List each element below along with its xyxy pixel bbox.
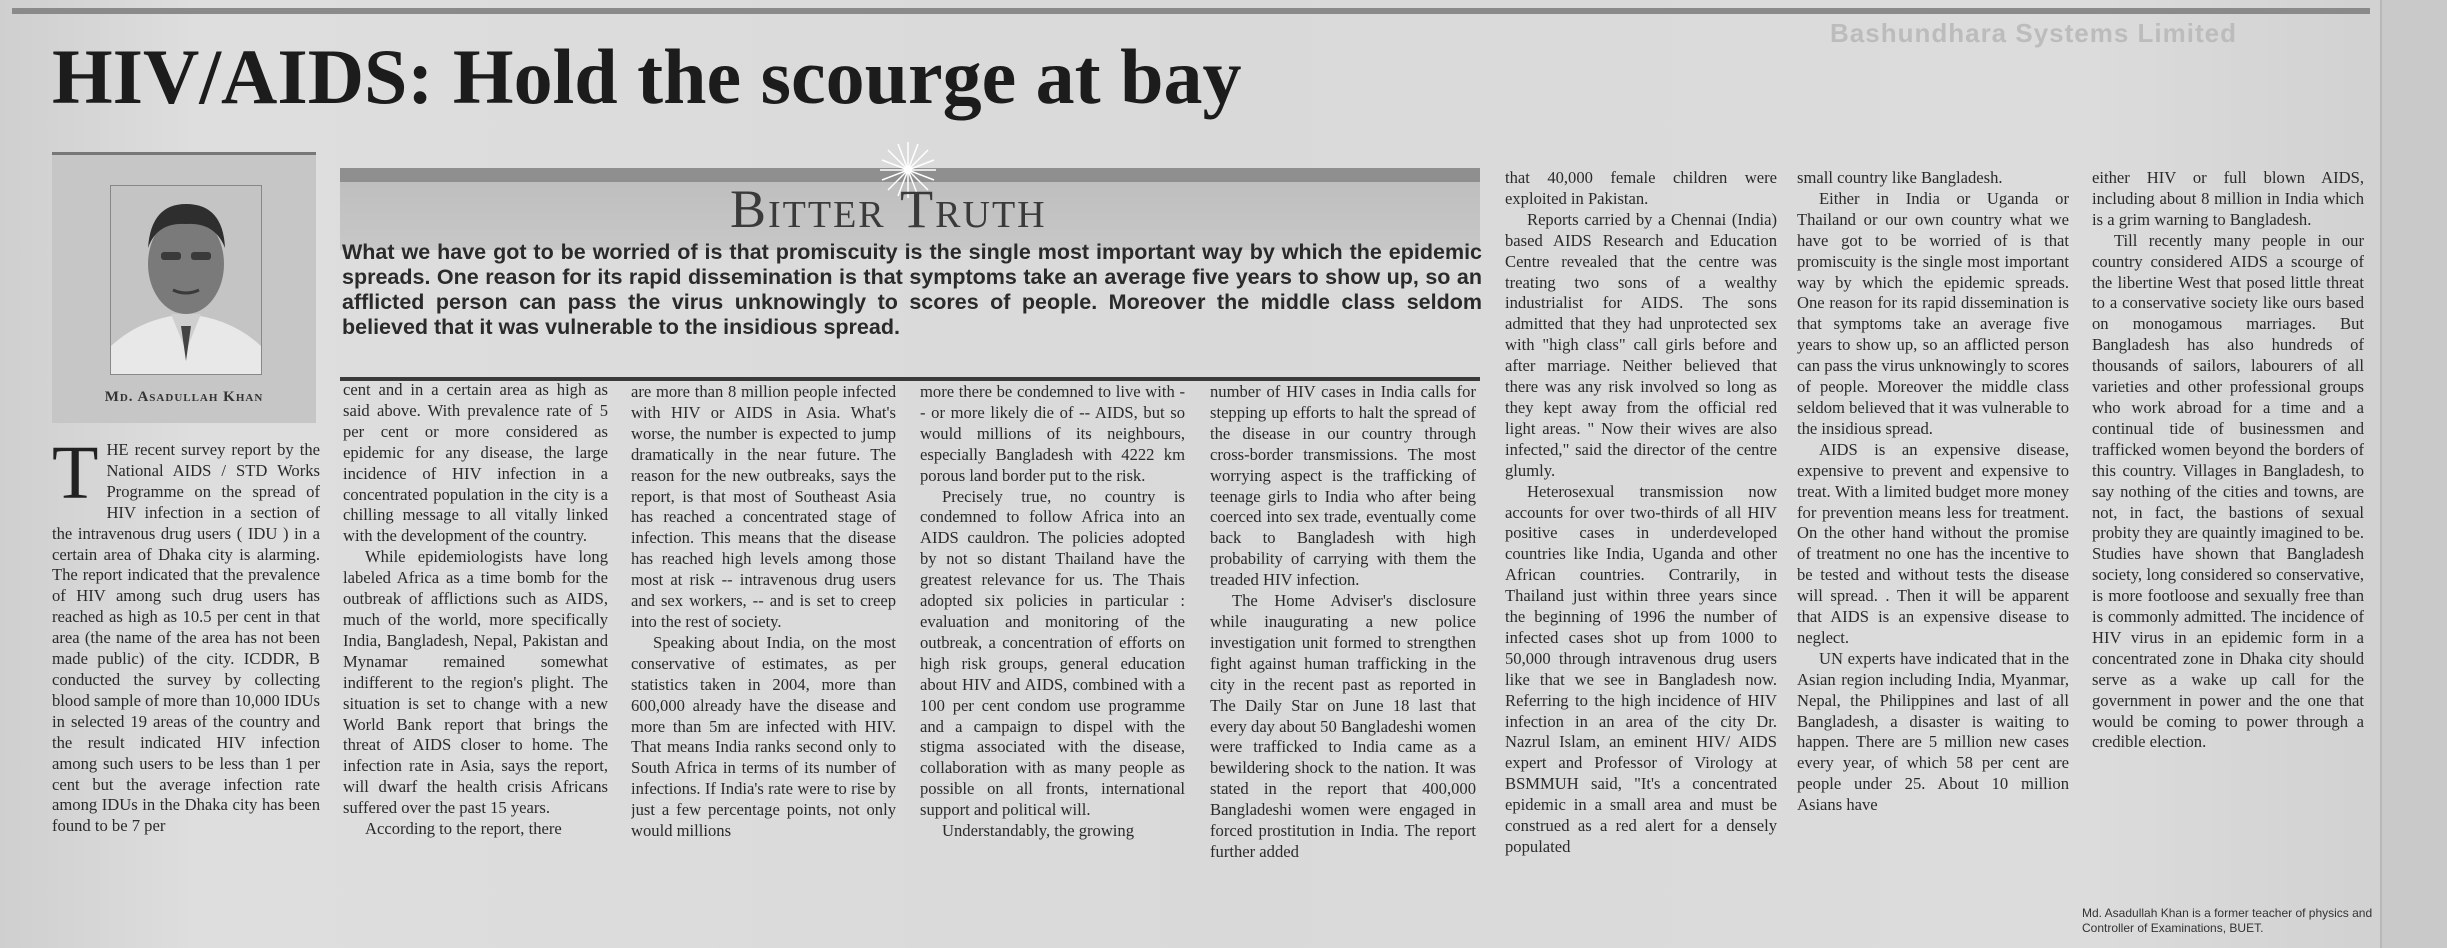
kicker-title: Bitter Truth (730, 179, 1047, 239)
column-paragraph: are more than 8 million people infected with HIV or AIDS in Asia. What's worse, the number is expected to jump dramatically in the near future. The reason for the new outbreaks, says the report, is that most of Southeast Asia has reached a concentrated stage of infection. This means that the disease has reached high levels among those most at risk -- intravenous drug users and sex workers, -- and is set to creep into the rest of society. (631, 382, 896, 631)
author-footnote: Md. Asadullah Khan is a former teacher of physics and Controller of Examinations, BUET. (2082, 906, 2373, 935)
drop-cap: T (52, 440, 99, 515)
column-paragraph: Heterosexual transmission now accounts for over two-thirds of all HIV positive cases in underdeveloped countries like India, Uganda and other African countries. Contrarily, in Thailand just within three years since the beginning of 1996 the number of infected cases shot up from 1000 to 50,000 through intravenous drug users like that we see in Bangladesh now. Referring to the high incidence of HIV infection in an area of the city Dr. Nazrul Islam, an eminent HIV/ AIDS expert and Professor of Virology at BSMMUH said, "It's a concentrated epidemic in a small area and must be construed as a red alert for a densely populated (1505, 481, 1777, 856)
author-photo (110, 185, 262, 375)
article-column-5 (1210, 382, 1476, 920)
column-paragraph: AIDS is an expensive disease, expensive to prevent and expensive to treat. With a limited budget more money for prevention means less for treatment. On the other hand without the promise of treatment no one has the incentive to be tested and without tests the disease will spread. . Then it will be apparent that AIDS is an expensive disease to neglect. (1797, 439, 2069, 647)
article-column-7 (1797, 168, 2069, 940)
author-box (52, 152, 316, 423)
article-column-8 (2092, 168, 2364, 898)
column-paragraph: Precisely true, no country is condemned to follow Africa into an AIDS cauldron. The policies adopted by not so distant Thailand have the greatest relevance for us. The Thais adopted six policies in particular : evaluation and monitoring of the outbreak, a concentration of efforts on high risk groups, general education about HIV and AIDS, combined with a 100 per cent condom use programme and a campaign to dispel with the stigma associated with the disease, collaboration with as many people as possible on all fronts, international support and political will. (920, 486, 1185, 820)
author-portrait-icon (111, 186, 261, 374)
column-paragraph: number of HIV cases in India calls for stepping up efforts to halt the spread of the disease in our country through cross-border transmissions. The most worrying aspect is the trafficking of teenage girls to India who after being coerced into sex trade, eventually come back to Bangladesh with high probability of carrying with them the treaded HIV infection. (1210, 382, 1476, 590)
author-byline: Md. Asadullah Khan (104, 389, 264, 405)
article-column-3 (631, 382, 896, 920)
top-rule (12, 8, 2370, 14)
column-paragraph: The Home Adviser's disclosure while inaugurating a new police investigation unit formed to strengthen fight against human trafficking in the city in the recent past as reported in The Daily Star on June 18 last that every day about 50 Bangladeshi women were trafficked to India came as a bewildering shock to the nation. It was stated in the report that 400,000 Bangladeshi women were engaged in forced prostitution in India. The report further added (1210, 591, 1476, 861)
article-column-1 (52, 440, 320, 920)
article-column-4 (920, 382, 1185, 920)
article-column-6 (1505, 168, 1777, 940)
column-paragraph: more there be condemned to live with -- or more likely die of -- AIDS, but so would millions of its neighbours, especially Bangladesh with 4222 km porous land border put to the risk. (920, 382, 1185, 485)
column-paragraph: that 40,000 female children were exploited in Pakistan. (1505, 168, 1777, 208)
column-paragraph: According to the report, there (365, 819, 562, 839)
article-column-2 (343, 380, 608, 920)
column-paragraph: either HIV or full blown AIDS, including about 8 million in India which is a grim warning to Bangladesh. (2092, 168, 2364, 229)
column-paragraph: small country like Bangladesh. (1797, 168, 2003, 187)
column-paragraph: cent and in a certain area as high as said above. With prevalence rate of 5 per cent or more considered as epidemic for any disease, the large incidence of HIV infection in a concentrated population in the city is a chilling message to all vitally linked with the development of the country. (343, 380, 608, 546)
column-paragraph: UN experts have indicated that in the Asian region including India, Myanmar, Nepal, the Philippines and last of all Bangladesh, a disaster is waiting to happen. There are 5 million new cases every year, of which 58 per cent are people under 25. About 10 million Asians have (1797, 648, 2069, 815)
headline: HIV/AIDS: Hold the scourge at bay (52, 33, 1242, 120)
adjacent-page-bleed-text: Bashundhara Systems Limited (1830, 18, 2237, 48)
adjacent-page-edge (2380, 0, 2447, 948)
column-paragraph: Till recently many people in our country considered AIDS a scourge of the libertine West that posed little threat to a conservative society like ours based on monogamous marriages. But Bangladesh has also hundreds of thousands of sailors, labourers of all varieties and other professional groups who work abroad for a time and a continual tide of businessmen and trafficked women beyond the borders of this country. Villages in Bangladesh, to say nothing of the cities and towns, are not, in fact, the bastions of sexual probity they are quaintly imagined to be. Studies have shown that Bangladesh society, long considered so conservative, is more footloose and sexually free than is commonly admitted. The incidence of HIV virus in an epidemic form in a concentrated zone in Dhaka city should serve as a wake up call for the government in power and the one that would be coming to power through a credible election. (2092, 230, 2364, 752)
column-paragraph: Speaking about India, on the most conservative of estimates, as per statistics taken in 2004, more than 600,000 already have the disease and more than 5m are infected with HIV. That means India ranks second only to South Africa in terms of its number of infections. If India's rate were to rise by just a few percentage points, not only would millions (631, 632, 896, 841)
column-paragraph: Reports carried by a Chennai (India) based AIDS Research and Education Centre revealed that the centre was treating two sons of a wealthy industrialist for AIDS. The sons admitted that they had unprotected sex with "high class" call girls before and after marriage. Neither believed that there was any risk involved so long as they kept away from the official red light areas. " Now their wives are also infected," said the director of the centre glumly. (1505, 209, 1777, 480)
column-paragraph: Either in India or Uganda or Thailand or our own country what we have got to be worried of is that promiscuity is the single most important way by which the epidemic spreads. One reason for its rapid dissemination is that symptoms take an average five years to show up, so an afflicted person can pass the virus unknowingly to scores of people. Moreover the middle class seldom believed that it was vulnerable to the insidious spread. (1797, 188, 2069, 438)
standfirst: What we have got to be worried of is that promiscuity is the single most important way by which the epidemic spreads. One reason for its rapid dissemination is that symptoms take an average five years to show up, so an afflicted person can pass the virus unknowingly to scores of people. Moreover the middle class seldom believed that it was vulnerable to the insidious spread. (342, 240, 1482, 339)
column-paragraph: While epidemiologists have long labeled Africa as a time bomb for the outbreak of afflictions such as AIDS, much of the world, more specifically India, Bangladesh, Nepal, Pakistan and Mynamar remained somewhat indifferent to the region's plight. The situation is set to change with a new World Bank report that brings the threat of AIDS closer to home. The infection rate in Asia, says the report, will dwarf the health crisis Africans suffered over the past 15 years. (343, 547, 608, 818)
column-paragraph: Understandably, the growing (942, 821, 1135, 841)
column-paragraph: THE recent survey report by the National AIDS / STD Works Programme on the spread of HIV infection in a section of the intravenous drug users ( IDU ) in a certain area of Dhaka city is alarming. The report indicated that the prevalence of HIV among such drug users has reached as high as 10.5 per cent in that area (the name of the area has not been made public) of the city. ICDDR, B conducted the survey by collecting blood sample of more than 10,000 IDUs in selected 19 areas of the country and the result indicated HIV infection among such users to be less than 1 per cent but the average infection rate among IDUs in the Dhaka city has been found to be 7 per (52, 440, 320, 836)
